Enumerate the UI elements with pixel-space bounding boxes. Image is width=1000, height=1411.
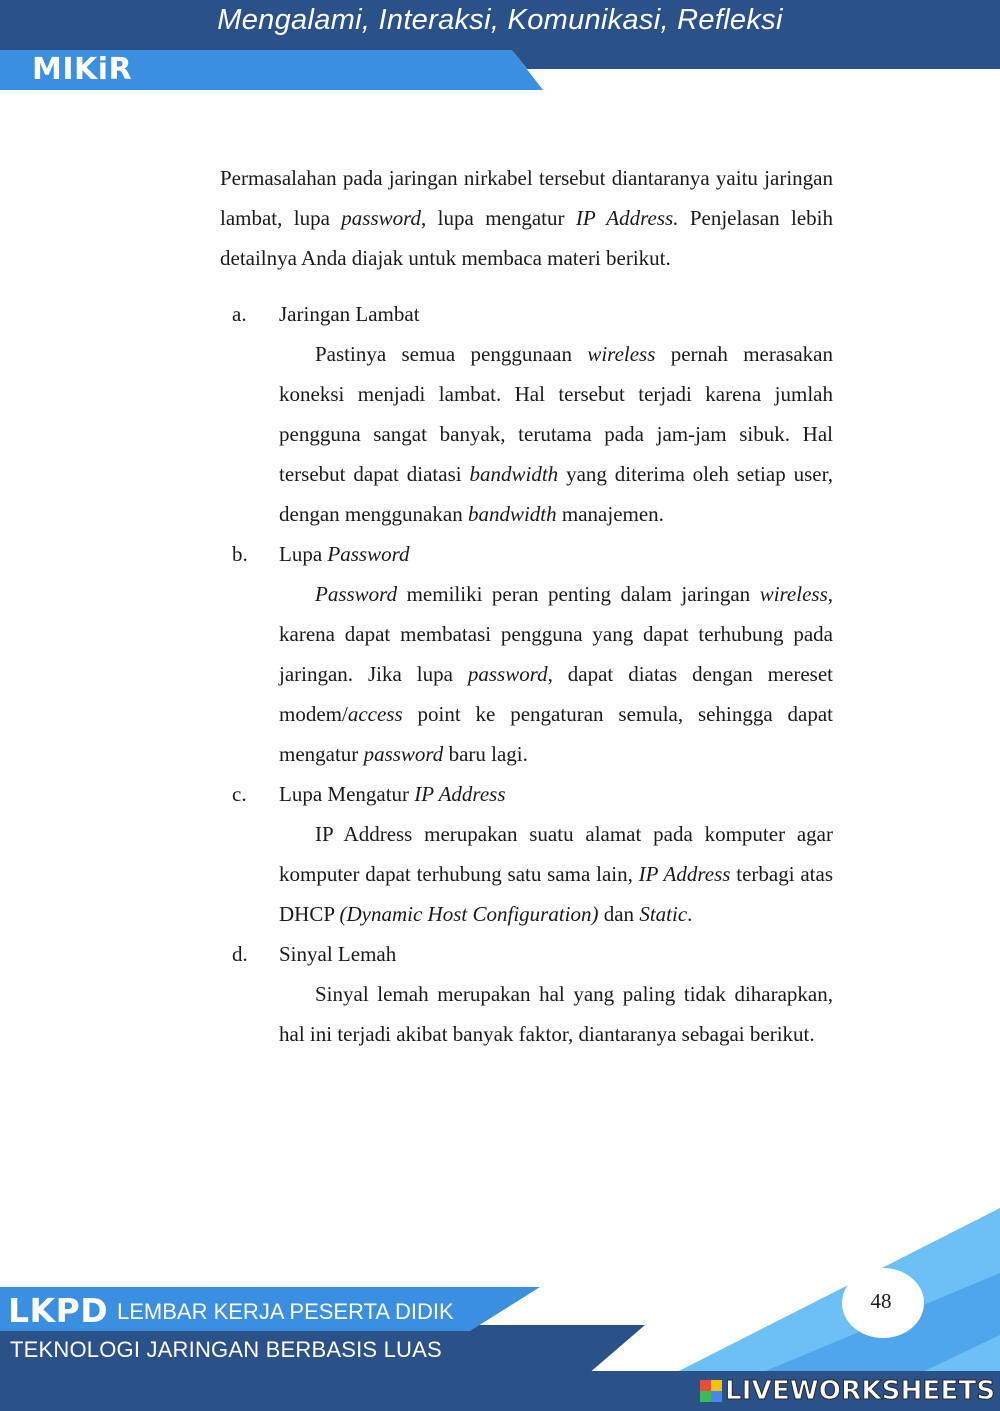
text-run: point ke pengaturan semula, sehingga dapat mengatur — [279, 702, 833, 766]
topic-marker: d. — [232, 942, 248, 966]
italic-term: IP Address — [414, 782, 506, 806]
text-run: , karena dapat membatasi pengguna yang dapat terhubung pada jaringan. Jika lupa — [279, 582, 833, 686]
topic-item — [220, 534, 833, 774]
topic-body — [279, 334, 833, 534]
italic-term: password — [467, 662, 548, 686]
topic-title — [279, 774, 833, 814]
text-run: . — [687, 902, 693, 926]
text-run: , lupa mengatur — [421, 206, 576, 230]
topic-item — [220, 774, 833, 934]
text-run: Jaringan Lambat — [279, 302, 420, 326]
topic-body — [279, 814, 833, 934]
text-run: memiliki peran penting dalam jaringan — [397, 582, 760, 606]
text-run: IP Address merupakan suatu alamat pada komputer agar komputer dapat terhubung satu sama lain, — [279, 822, 833, 886]
text-run: manajemen. — [556, 502, 664, 526]
text-run: Sinyal lemah merupakan hal yang paling tidak diharapkan, hal ini terjadi akibat banyak faktor, diantaranya sebagai berikut. — [279, 982, 833, 1046]
italic-term: (Dynamic Host Configuration) — [339, 902, 599, 926]
intro-paragraph — [220, 158, 833, 278]
italic-term: bandwidth — [469, 462, 559, 486]
italic-term: wireless — [587, 342, 656, 366]
header-title: Mengalami, Interaksi, Komunikasi, Refleksi — [217, 4, 783, 36]
text-run: terbagi atas DHCP — [279, 862, 834, 926]
topic-title — [279, 294, 833, 334]
text-run: , dapat diatas dengan mereset modem/ — [279, 662, 833, 726]
italic-term: Password — [327, 542, 410, 566]
footer-lkpd-fullname: LEMBAR KERJA PESERTA DIDIK — [117, 1299, 454, 1324]
italic-term: bandwidth — [467, 502, 557, 526]
topic-marker: a. — [232, 302, 247, 326]
topic-marker: b. — [232, 542, 248, 566]
liveworksheets-logo[interactable] — [700, 1376, 995, 1406]
italic-term: Password — [315, 582, 398, 606]
text-run: yang diterima oleh setiap user, dengan menggunakan — [279, 462, 834, 526]
italic-term: Static — [639, 902, 688, 926]
text-run: Lupa Mengatur — [279, 782, 415, 806]
text-run: dan — [598, 902, 640, 926]
liveworksheets-wordmark: LIVEWORKSHEETS — [725, 1376, 996, 1406]
topic-item — [220, 294, 833, 534]
text-run: baru lagi. — [443, 742, 528, 766]
text-run: Pastinya semua penggunaan — [315, 342, 588, 366]
header-brand-logo: MIKiR — [32, 52, 133, 87]
text-run: Penjelasan lebih detailnya Anda diajak untuk membaca materi berikut. — [220, 206, 833, 270]
header-ribbon — [0, 50, 1000, 90]
text-run: Lupa — [279, 542, 328, 566]
page-number: 48 — [870, 1289, 892, 1313]
topic-title — [279, 934, 833, 974]
topic-title — [279, 534, 833, 574]
italic-term: IP Address — [638, 862, 731, 886]
italic-term: password — [363, 742, 444, 766]
italic-term: access — [347, 702, 403, 726]
liveworksheets-icon — [700, 1380, 722, 1402]
italic-term: wireless — [759, 582, 828, 606]
topic-list — [220, 294, 833, 1054]
topic-body — [279, 574, 833, 774]
footer-course-title: TEKNOLOGI JARINGAN BERBASIS LUAS — [10, 1337, 442, 1362]
topic-body — [279, 974, 833, 1054]
footer-lkpd-logo: LKPD — [8, 1291, 109, 1330]
topic-marker: c. — [232, 782, 247, 806]
text-run: Sinyal Lemah — [279, 942, 397, 966]
text-run: pernah merasakan koneksi menjadi lambat. Hal tersebut terjadi karena jumlah pengguna sangat banyak, terutama pada jam-jam sibuk. Hal tersebut dapat diatasi — [279, 342, 834, 486]
italic-term: password — [341, 206, 422, 230]
page-content — [220, 158, 833, 1054]
italic-term: IP Address. — [575, 206, 679, 230]
topic-item — [220, 934, 833, 1054]
text-run: Permasalahan pada jaringan nirkabel tersebut diantaranya yaitu jaringan lambat, lupa — [220, 166, 833, 230]
